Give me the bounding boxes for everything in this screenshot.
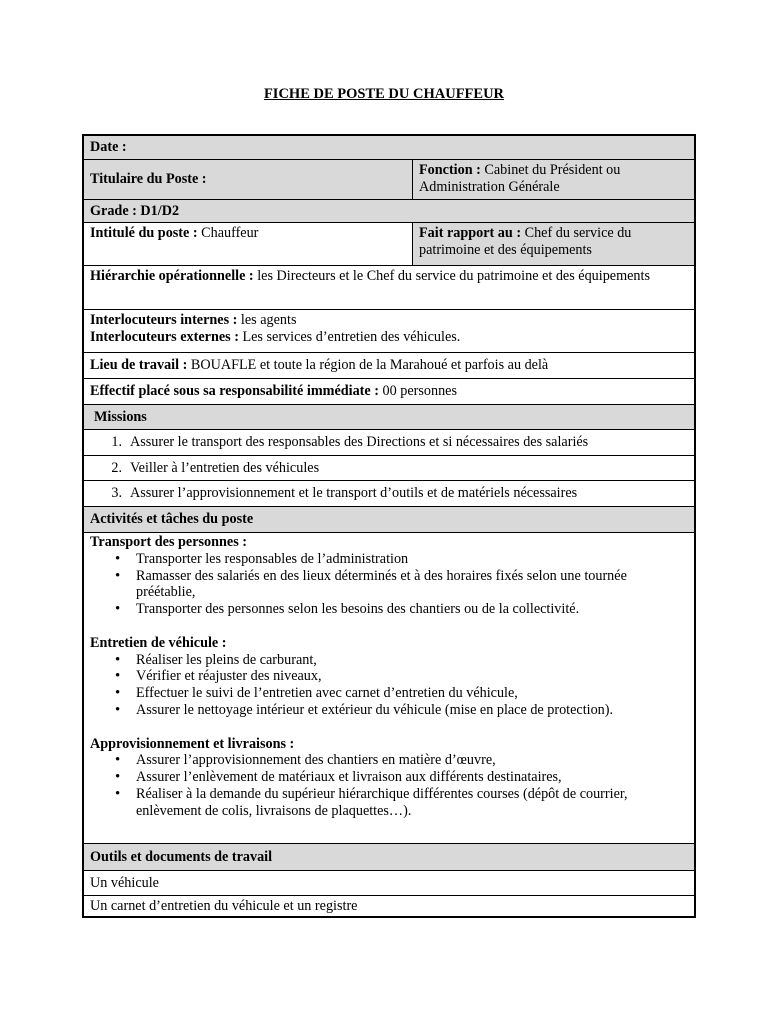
- list-item: • Réaliser à la demande du supérieur hiérarchique différentes courses (dépôt de courrier, enlèvement de colis, livraisons de plaquettes…).: [90, 786, 688, 820]
- outils-header-row: [84, 844, 694, 871]
- list-item: [84, 430, 694, 455]
- fait-rapport-cell: [412, 223, 694, 265]
- effectif-row: [84, 379, 694, 405]
- interlocuteurs-externes-label: Interlocuteurs externes :: [90, 329, 239, 345]
- lieu-row: [84, 353, 694, 379]
- activites-body-row: [84, 533, 694, 844]
- titulaire-row: [84, 160, 694, 200]
- hierarchie-value: les Directeurs et le Chef du service du patrimoine et des équipements: [257, 268, 650, 284]
- list-item: Un carnet d’entretien du véhicule et un registre: [90, 897, 358, 914]
- activites-header-row: [84, 507, 694, 533]
- mission-row-2: [84, 456, 694, 481]
- hierarchie-row: [84, 266, 694, 310]
- list-item: • Réaliser les pleins de carburant,: [90, 652, 688, 669]
- outils-row-1: [84, 871, 694, 896]
- interlocuteurs-internes-label: Interlocuteurs internes :: [90, 312, 238, 328]
- mission-number: 2.: [111, 459, 122, 476]
- outils-row-2: [84, 896, 694, 916]
- effectif-label: Effectif placé sous sa responsabilité immédiate :: [90, 383, 379, 399]
- job-description-table: [82, 134, 696, 918]
- fonction-cell: [412, 160, 694, 199]
- lieu-value: BOUAFLE et toute la région de la Marahoué et parfois au delà: [190, 357, 549, 373]
- fonction-label: Fonction :: [419, 162, 481, 178]
- mission-number: 3.: [111, 485, 122, 501]
- interlocuteurs-internes-value: les agents: [240, 312, 297, 328]
- list-item: • Effectuer le suivi de l’entretien avec carnet d’entretien du véhicule,: [90, 685, 688, 702]
- fait-rapport-value: Chef du service du patrimoine et des équipements: [419, 225, 632, 258]
- lieu-label: Lieu de travail :: [90, 357, 188, 373]
- list-item: • Transporter des personnes selon les besoins des chantiers ou de la collectivité.: [90, 601, 688, 618]
- list-item: • Assurer le nettoyage intérieur et extérieur du véhicule (mise en place de protection).: [90, 702, 688, 719]
- outils-header: Outils et documents de travail: [90, 848, 273, 865]
- effectif-value: 00 personnes: [382, 383, 458, 399]
- mission-number: 1.: [111, 434, 122, 450]
- document-title: FICHE DE POSTE DU CHAUFFEUR: [263, 86, 505, 102]
- list-item: • Vérifier et réajuster des niveaux,: [90, 668, 688, 685]
- mission-row-1: [84, 430, 694, 456]
- list-item: • Assurer l’approvisionnement des chantiers en matière d’œuvre,: [90, 752, 688, 769]
- date-row: [84, 136, 694, 160]
- intitule-label: Intitulé du poste :: [90, 225, 198, 241]
- intitule-value: Chauffeur: [201, 225, 259, 241]
- interlocuteurs-externes-value: Les services d’entretien des véhicules.: [242, 329, 461, 345]
- interlocuteurs-externes: [90, 329, 688, 346]
- grade-label: Grade : D1/D2: [90, 202, 180, 219]
- mission-text: Assurer l’approvisionnement et le transport d’outils et de matériels nécessaires: [130, 485, 578, 501]
- intitule-cell: [84, 223, 412, 265]
- hierarchie-cell: [84, 266, 694, 309]
- interlocuteurs-cell: [84, 310, 694, 352]
- activites-body: [84, 533, 694, 843]
- intitule-row: [84, 223, 694, 266]
- list-item: Un véhicule: [90, 874, 159, 891]
- mission-row-3: [84, 481, 694, 507]
- section-title-transport: Transport des personnes :: [90, 534, 247, 550]
- list-item: [84, 456, 694, 480]
- missions-header: Missions: [94, 408, 147, 425]
- fonction-value: Cabinet du Président ou Administration Générale: [419, 162, 621, 195]
- mission-text: Assurer le transport des responsables des Directions et si nécessaires des salariés: [130, 434, 589, 450]
- list-item: [84, 481, 694, 506]
- activites-header: Activités et tâches du poste: [90, 511, 254, 527]
- list-item: • Ramasser des salariés en des lieux déterminés et à des horaires fixés selon une tournée préétablie,: [90, 568, 688, 602]
- section-title-entretien: Entretien de véhicule :: [90, 634, 227, 651]
- interlocuteurs-internes: [90, 312, 688, 329]
- lieu-cell: [84, 353, 694, 378]
- grade-row: [84, 200, 694, 223]
- hierarchie-label: Hiérarchie opérationnelle :: [90, 268, 254, 284]
- interlocuteurs-row: [84, 310, 694, 353]
- mission-text: Veiller à l’entretien des véhicules: [130, 459, 320, 476]
- titulaire-label: Titulaire du Poste :: [90, 171, 207, 187]
- missions-header-row: [84, 405, 694, 430]
- fait-rapport-label: Fait rapport au :: [419, 225, 522, 241]
- list-item: • Assurer l’enlèvement de matériaux et livraison aux différents destinataires,: [90, 769, 688, 786]
- list-item: • Transporter les responsables de l’administration: [90, 551, 688, 568]
- section-title-approvisionnement: Approvisionnement et livraisons :: [90, 735, 295, 752]
- effectif-cell: [84, 379, 694, 404]
- date-label: Date :: [90, 139, 127, 155]
